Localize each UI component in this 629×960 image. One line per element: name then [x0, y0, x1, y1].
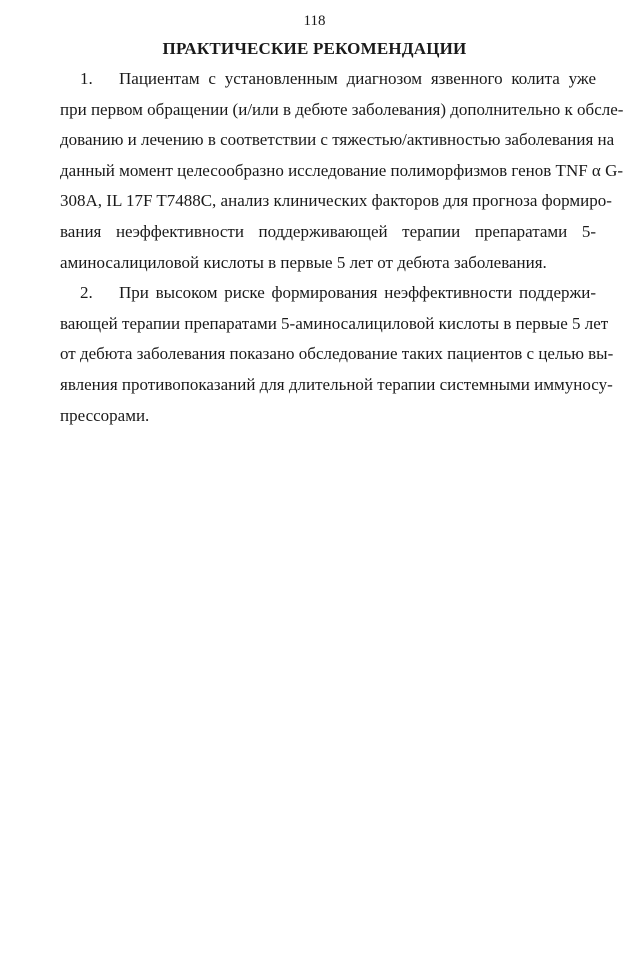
paragraph-line: дованию и лечению в соответствии с тяжестью/активностью заболевания на	[60, 130, 615, 150]
paragraph-line: вающей терапии препаратами 5-аминосалициловой кислоты в первые 5 лет	[60, 313, 609, 333]
paragraph-line: 2. При высоком риске формирования неэффективности поддержи-	[60, 278, 596, 309]
list-number: 2.	[80, 283, 93, 303]
paragraph-line: вания неэффективности поддерживающей терапии препаратами 5-	[60, 221, 596, 241]
paragraph-line: прессорами.	[60, 405, 150, 425]
page-number: 118	[303, 13, 326, 29]
section-heading: ПРАКТИЧЕСКИЕ РЕКОМЕНДАЦИИ	[162, 39, 467, 58]
paragraph-line: от дебюта заболевания показано обследование таких пациентов с целью вы-	[60, 344, 614, 364]
paragraph-line: 1. Пациентам с установленным диагнозом язвенного колита уже	[60, 64, 596, 95]
paragraph-line: аминосалициловой кислоты в первые 5 лет от дебюта заболевания.	[60, 252, 547, 272]
paragraph-line: при первом обращении (и/или в дебюте заболевания) дополнительно к обсле-	[60, 99, 624, 119]
paragraph-line: 308A, IL 17F T7488C, анализ клинических факторов для прогноза формиро-	[60, 191, 612, 211]
paragraph-line: явления противопоказаний для длительной терапии системными иммуносу-	[60, 374, 613, 394]
recommendation-1	[60, 64, 624, 278]
list-number: 1.	[80, 69, 93, 88]
recommendation-2	[60, 278, 614, 431]
recommendations-body	[60, 64, 624, 431]
paragraph-line: данный момент целесообразно исследование полиморфизмов генов TNF α G-	[60, 160, 624, 180]
